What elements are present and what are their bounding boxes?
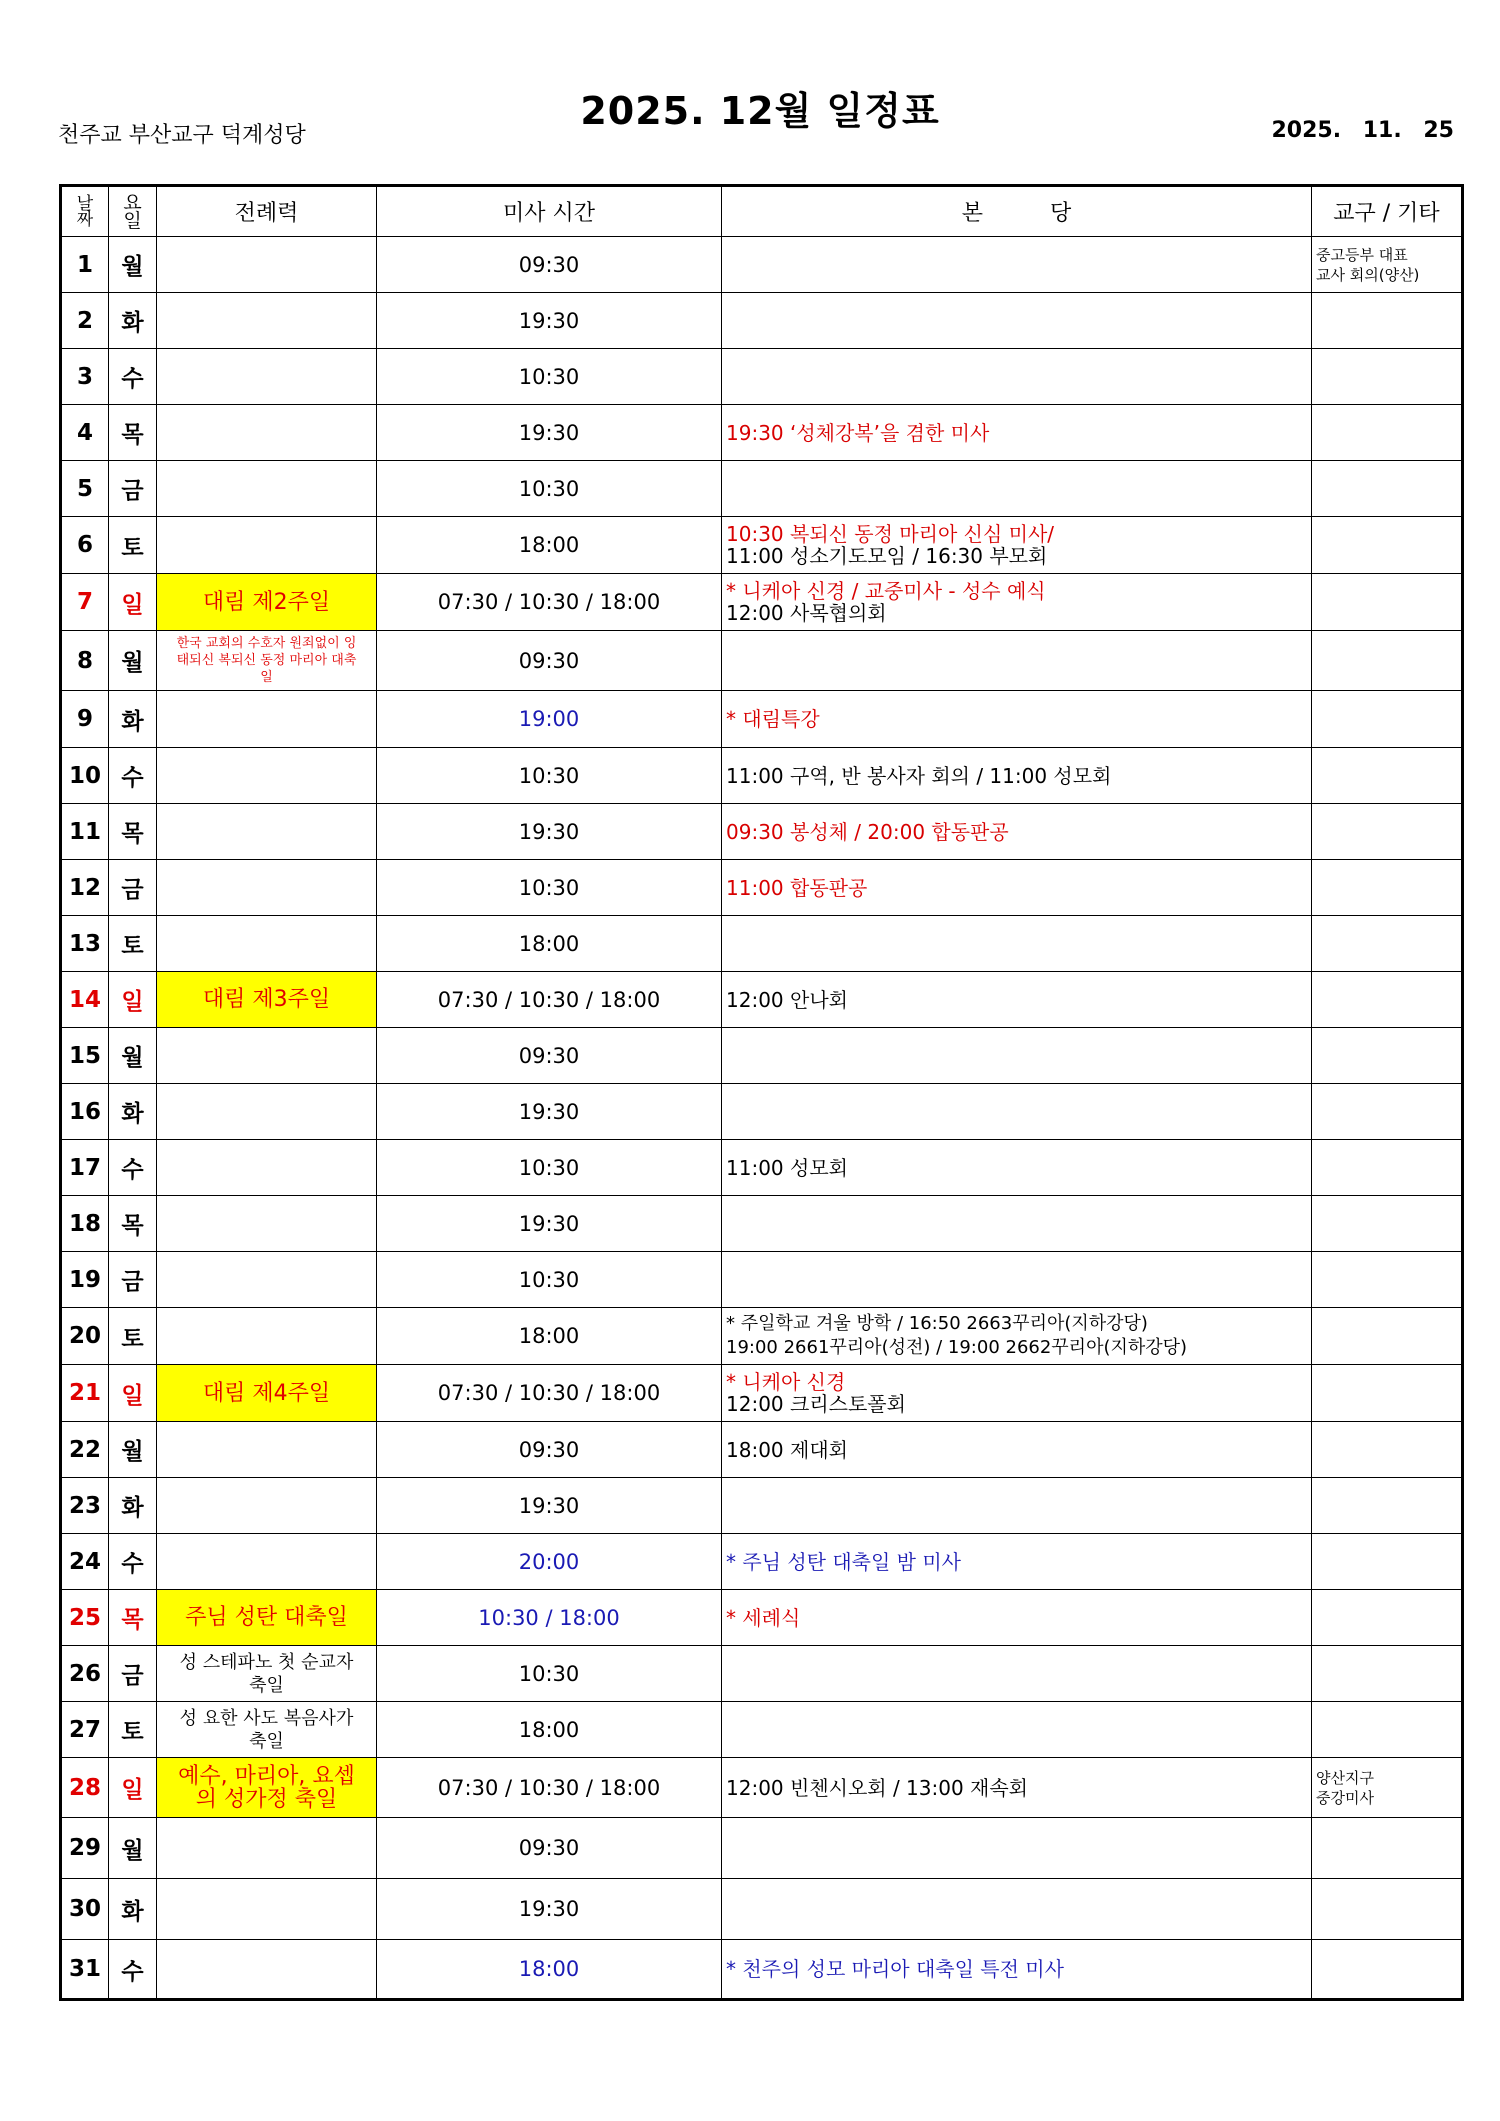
other-line: 중고등부 대표 (1316, 245, 1408, 264)
event-line: 12:00 안나회 (726, 987, 848, 1012)
liturgy-cell (157, 293, 377, 349)
table-row (61, 293, 1463, 349)
weekday-cell: 일 (109, 1758, 157, 1818)
event-line: 12:00 사목협의회 (726, 601, 887, 625)
diocese-other-cell (1312, 293, 1463, 349)
mass-time-cell: 19:30 (377, 1478, 722, 1534)
table-row (61, 1818, 1463, 1879)
parish-name: 천주교 부산교구 덕계성당 (58, 123, 306, 148)
table-row (61, 631, 1463, 691)
parish-event-cell (722, 461, 1312, 517)
day-cell: 13 (61, 916, 109, 972)
mass-time-cell: 10:30 (377, 461, 722, 517)
weekday-cell: 목 (109, 405, 157, 461)
table-row (61, 1940, 1463, 2000)
liturgy-cell (157, 405, 377, 461)
day-cell: 15 (61, 1028, 109, 1084)
day-cell: 19 (61, 1252, 109, 1308)
table-row (61, 1478, 1463, 1534)
table-row (61, 748, 1463, 804)
parish-event-cell (722, 1534, 1312, 1590)
event-line: * 천주의 성모 마리아 대축일 특전 미사 (726, 1957, 1064, 1981)
weekday-cell: 화 (109, 1879, 157, 1940)
diocese-other-cell (1312, 972, 1463, 1028)
diocese-other-cell (1312, 1702, 1463, 1758)
weekday-cell: 수 (109, 1940, 157, 2000)
parish-event-cell (722, 1196, 1312, 1252)
liturgy-cell (157, 1818, 377, 1879)
parish-event-cell (722, 1140, 1312, 1196)
liturgy-cell: 예수, 마리아, 요셉의 성가정 축일 (157, 1758, 377, 1818)
table-row (61, 972, 1463, 1028)
table-row (61, 1196, 1463, 1252)
parish-event-cell (722, 631, 1312, 691)
day-cell: 25 (61, 1590, 109, 1646)
liturgy-cell: 대림 제2주일 (157, 574, 377, 631)
table-row (61, 1422, 1463, 1478)
mass-time-cell: 18:00 (377, 517, 722, 574)
parish-event-cell (722, 860, 1312, 916)
diocese-other-cell (1312, 517, 1463, 574)
day-cell: 6 (61, 517, 109, 574)
parish-event-cell (722, 1084, 1312, 1140)
event-line: 11:00 구역, 반 봉사자 회의 / 11:00 성모회 (726, 763, 1112, 788)
diocese-other-cell (1312, 1365, 1463, 1422)
liturgy-cell (157, 1940, 377, 2000)
weekday-cell: 목 (109, 1196, 157, 1252)
mass-time-cell: 07:30 / 10:30 / 18:00 (377, 972, 722, 1028)
day-cell: 24 (61, 1534, 109, 1590)
parish-event-cell (722, 1646, 1312, 1702)
event-line: * 니케아 신경 (726, 1370, 846, 1394)
diocese-other-cell (1312, 237, 1463, 293)
day-cell: 22 (61, 1422, 109, 1478)
liturgy-cell (157, 691, 377, 748)
event-line: 09:30 봉성체 / 20:00 합동판공 (726, 819, 1009, 844)
table-row (61, 405, 1463, 461)
day-cell: 1 (61, 237, 109, 293)
parish-event-cell (722, 972, 1312, 1028)
liturgy-cell (157, 461, 377, 517)
liturgy-cell (157, 349, 377, 405)
parish-event-cell (722, 1365, 1312, 1422)
mass-time-cell: 19:30 (377, 1196, 722, 1252)
weekday-cell: 화 (109, 1084, 157, 1140)
day-cell: 14 (61, 972, 109, 1028)
liturgy-cell: 성 스테파노 첫 순교자 축일 (157, 1646, 377, 1702)
mass-time-cell: 20:00 (377, 1534, 722, 1590)
table-row (61, 1590, 1463, 1646)
event-line: 12:00 빈첸시오회 / 13:00 재속회 (726, 1775, 1029, 1800)
table-row (61, 517, 1463, 574)
weekday-cell: 화 (109, 1478, 157, 1534)
day-cell: 4 (61, 405, 109, 461)
event-line: 11:00 합동판공 (726, 875, 868, 900)
diocese-other-cell (1312, 1196, 1463, 1252)
diocese-other-cell (1312, 1818, 1463, 1879)
parish-event-cell (722, 349, 1312, 405)
liturgy-cell (157, 1140, 377, 1196)
mass-time-cell: 19:30 (377, 804, 722, 860)
table-row (61, 1140, 1463, 1196)
weekday-cell: 일 (109, 574, 157, 631)
diocese-other-cell (1312, 1252, 1463, 1308)
weekday-cell: 수 (109, 349, 157, 405)
liturgy-cell (157, 1308, 377, 1365)
mass-time-cell: 10:30 (377, 748, 722, 804)
weekday-cell: 금 (109, 461, 157, 517)
weekday-cell: 월 (109, 631, 157, 691)
parish-event-cell (722, 517, 1312, 574)
liturgy-cell: 한국 교회의 수호자 원죄없이 잉태되신 복되신 동정 마리아 대축일 (157, 631, 377, 691)
mass-time-cell: 09:30 (377, 1422, 722, 1478)
liturgy-cell: 대림 제3주일 (157, 972, 377, 1028)
parish-event-cell (722, 1028, 1312, 1084)
day-cell: 9 (61, 691, 109, 748)
liturgy-cell (157, 860, 377, 916)
event-line: * 대림특강 (726, 707, 820, 731)
liturgy-cell (157, 916, 377, 972)
table-row (61, 237, 1463, 293)
parish-event-cell (722, 1758, 1312, 1818)
header-other: 교구 / 기타 (1312, 186, 1463, 237)
parish-event-cell (722, 1422, 1312, 1478)
diocese-other-cell (1312, 1879, 1463, 1940)
parish-event-cell (722, 1590, 1312, 1646)
day-cell: 11 (61, 804, 109, 860)
table-row (61, 1084, 1463, 1140)
liturgy-cell (157, 748, 377, 804)
diocese-other-cell (1312, 349, 1463, 405)
diocese-other-cell (1312, 860, 1463, 916)
header-day: 날 짜 (61, 186, 109, 237)
parish-event-cell (722, 1308, 1312, 1365)
parish-event-cell (722, 405, 1312, 461)
day-cell: 23 (61, 1478, 109, 1534)
weekday-cell: 수 (109, 748, 157, 804)
diocese-other-cell (1312, 1590, 1463, 1646)
diocese-other-cell (1312, 631, 1463, 691)
diocese-other-cell (1312, 916, 1463, 972)
parish-event-cell (722, 691, 1312, 748)
weekday-cell: 금 (109, 860, 157, 916)
diocese-other-cell (1312, 804, 1463, 860)
liturgy-cell: 주님 성탄 대축일 (157, 1590, 377, 1646)
table-row (61, 1702, 1463, 1758)
event-line: 12:00 크리스토폴회 (726, 1392, 906, 1416)
event-line: 19:30 ‘성체강복’을 겸한 미사 (726, 420, 990, 445)
mass-time-cell: 09:30 (377, 1028, 722, 1084)
liturgy-cell (157, 1534, 377, 1590)
parish-event-cell (722, 804, 1312, 860)
day-cell: 18 (61, 1196, 109, 1252)
weekday-cell: 월 (109, 237, 157, 293)
parish-event-cell (722, 1818, 1312, 1879)
table-row (61, 1365, 1463, 1422)
liturgy-cell (157, 1879, 377, 1940)
weekday-cell: 목 (109, 1590, 157, 1646)
day-cell: 7 (61, 574, 109, 631)
diocese-other-cell (1312, 1308, 1463, 1365)
table-row (61, 574, 1463, 631)
table-row (61, 1534, 1463, 1590)
weekday-cell: 수 (109, 1534, 157, 1590)
table-row (61, 804, 1463, 860)
diocese-other-cell (1312, 1422, 1463, 1478)
weekday-cell: 토 (109, 916, 157, 972)
mass-time-cell: 19:30 (377, 293, 722, 349)
day-cell: 10 (61, 748, 109, 804)
table-row (61, 1252, 1463, 1308)
mass-time-cell: 07:30 / 10:30 / 18:00 (377, 574, 722, 631)
weekday-cell: 화 (109, 691, 157, 748)
diocese-other-cell (1312, 1758, 1463, 1818)
mass-time-cell: 18:00 (377, 916, 722, 972)
event-line: 18:00 제대회 (726, 1437, 848, 1462)
liturgy-cell (157, 804, 377, 860)
table-row (61, 1646, 1463, 1702)
weekday-cell: 일 (109, 972, 157, 1028)
weekday-cell: 월 (109, 1422, 157, 1478)
day-cell: 20 (61, 1308, 109, 1365)
mass-time-cell: 18:00 (377, 1940, 722, 2000)
liturgy-cell: 성 요한 사도 복음사가 축일 (157, 1702, 377, 1758)
diocese-other-cell (1312, 1940, 1463, 2000)
mass-time-cell: 09:30 (377, 1818, 722, 1879)
event-line: 11:00 성모회 (726, 1155, 848, 1180)
document-date: 2025. 11. 25 (1271, 118, 1454, 143)
event-line: 19:00 2661꾸리아(성전) / 19:00 2662꾸리아(지하강당) (726, 1337, 1188, 1358)
mass-time-cell: 10:30 (377, 1140, 722, 1196)
other-line: 중강미사 (1316, 1788, 1374, 1807)
weekday-cell: 목 (109, 804, 157, 860)
liturgy-cell: 대림 제4주일 (157, 1365, 377, 1422)
other-line: 양산지구 (1316, 1768, 1374, 1787)
table-row (61, 691, 1463, 748)
table-row (61, 349, 1463, 405)
parish-event-cell (722, 748, 1312, 804)
parish-event-cell (722, 916, 1312, 972)
day-cell: 26 (61, 1646, 109, 1702)
day-cell: 3 (61, 349, 109, 405)
diocese-other-cell (1312, 574, 1463, 631)
diocese-other-cell (1312, 691, 1463, 748)
header-mass-time: 미사 시간 (377, 186, 722, 237)
diocese-other-cell (1312, 1534, 1463, 1590)
diocese-other-cell (1312, 748, 1463, 804)
day-cell: 17 (61, 1140, 109, 1196)
weekday-cell: 수 (109, 1140, 157, 1196)
mass-time-cell: 19:30 (377, 1084, 722, 1140)
weekday-cell: 화 (109, 293, 157, 349)
table-row (61, 461, 1463, 517)
mass-time-cell: 10:30 (377, 860, 722, 916)
event-line: 10:30 복되신 동정 마리아 신심 미사/ (726, 522, 1055, 546)
diocese-other-cell (1312, 1140, 1463, 1196)
weekday-cell: 금 (109, 1252, 157, 1308)
weekday-cell: 토 (109, 517, 157, 574)
mass-time-cell: 10:30 / 18:00 (377, 1590, 722, 1646)
liturgy-cell (157, 517, 377, 574)
day-cell: 27 (61, 1702, 109, 1758)
liturgy-cell (157, 1196, 377, 1252)
event-line: * 주님 성탄 대축일 밤 미사 (726, 1549, 961, 1574)
day-cell: 28 (61, 1758, 109, 1818)
table-row (61, 860, 1463, 916)
mass-time-cell: 18:00 (377, 1702, 722, 1758)
day-cell: 21 (61, 1365, 109, 1422)
parish-event-cell (722, 293, 1312, 349)
mass-time-cell: 18:00 (377, 1308, 722, 1365)
liturgy-cell (157, 1028, 377, 1084)
mass-time-cell: 19:30 (377, 1879, 722, 1940)
header-liturgy: 전례력 (157, 186, 377, 237)
mass-time-cell: 19:30 (377, 405, 722, 461)
event-line: * 니케아 신경 / 교중미사 - 성수 예식 (726, 579, 1046, 603)
mass-time-cell: 09:30 (377, 631, 722, 691)
table-row (61, 916, 1463, 972)
parish-event-cell (722, 1252, 1312, 1308)
table-row (61, 1879, 1463, 1940)
event-line: * 주일학교 겨울 방학 / 16:50 2663꾸리아(지하강당) (726, 1313, 1148, 1334)
diocese-other-cell (1312, 1646, 1463, 1702)
day-cell: 8 (61, 631, 109, 691)
weekday-cell: 토 (109, 1308, 157, 1365)
liturgy-cell (157, 1478, 377, 1534)
table-row (61, 1308, 1463, 1365)
parish-event-cell (722, 237, 1312, 293)
day-cell: 2 (61, 293, 109, 349)
mass-time-cell: 07:30 / 10:30 / 18:00 (377, 1365, 722, 1422)
header-row (61, 186, 1463, 237)
diocese-other-cell (1312, 1028, 1463, 1084)
table-row (61, 1758, 1463, 1818)
day-cell: 5 (61, 461, 109, 517)
table-row (61, 1028, 1463, 1084)
diocese-other-cell (1312, 461, 1463, 517)
mass-time-cell: 10:30 (377, 1252, 722, 1308)
weekday-cell: 월 (109, 1028, 157, 1084)
parish-event-cell (722, 1940, 1312, 2000)
diocese-other-cell (1312, 1478, 1463, 1534)
day-cell: 12 (61, 860, 109, 916)
day-cell: 29 (61, 1818, 109, 1879)
diocese-other-cell (1312, 1084, 1463, 1140)
mass-time-cell: 07:30 / 10:30 / 18:00 (377, 1758, 722, 1818)
weekday-cell: 토 (109, 1702, 157, 1758)
mass-time-cell: 10:30 (377, 349, 722, 405)
day-cell: 30 (61, 1879, 109, 1940)
mass-time-cell: 10:30 (377, 1646, 722, 1702)
liturgy-cell (157, 1422, 377, 1478)
schedule-table (59, 184, 1464, 2001)
weekday-cell: 일 (109, 1365, 157, 1422)
liturgy-cell (157, 1084, 377, 1140)
day-cell: 16 (61, 1084, 109, 1140)
weekday-cell: 금 (109, 1646, 157, 1702)
header-parish: 본 당 (722, 186, 1312, 237)
liturgy-cell (157, 237, 377, 293)
parish-event-cell (722, 574, 1312, 631)
header-weekday: 요 일 (109, 186, 157, 237)
event-line: 11:00 성소기도모임 / 16:30 부모회 (726, 544, 1048, 568)
mass-time-cell: 09:30 (377, 237, 722, 293)
parish-event-cell (722, 1702, 1312, 1758)
mass-time-cell: 19:00 (377, 691, 722, 748)
parish-event-cell (722, 1879, 1312, 1940)
event-line: * 세례식 (726, 1605, 801, 1630)
parish-event-cell (722, 1478, 1312, 1534)
page-title: 2025. 12월 일정표 (580, 89, 940, 133)
weekday-cell: 월 (109, 1818, 157, 1879)
liturgy-cell (157, 1252, 377, 1308)
other-line: 교사 회의(양산) (1316, 265, 1420, 284)
day-cell: 31 (61, 1940, 109, 2000)
diocese-other-cell (1312, 405, 1463, 461)
